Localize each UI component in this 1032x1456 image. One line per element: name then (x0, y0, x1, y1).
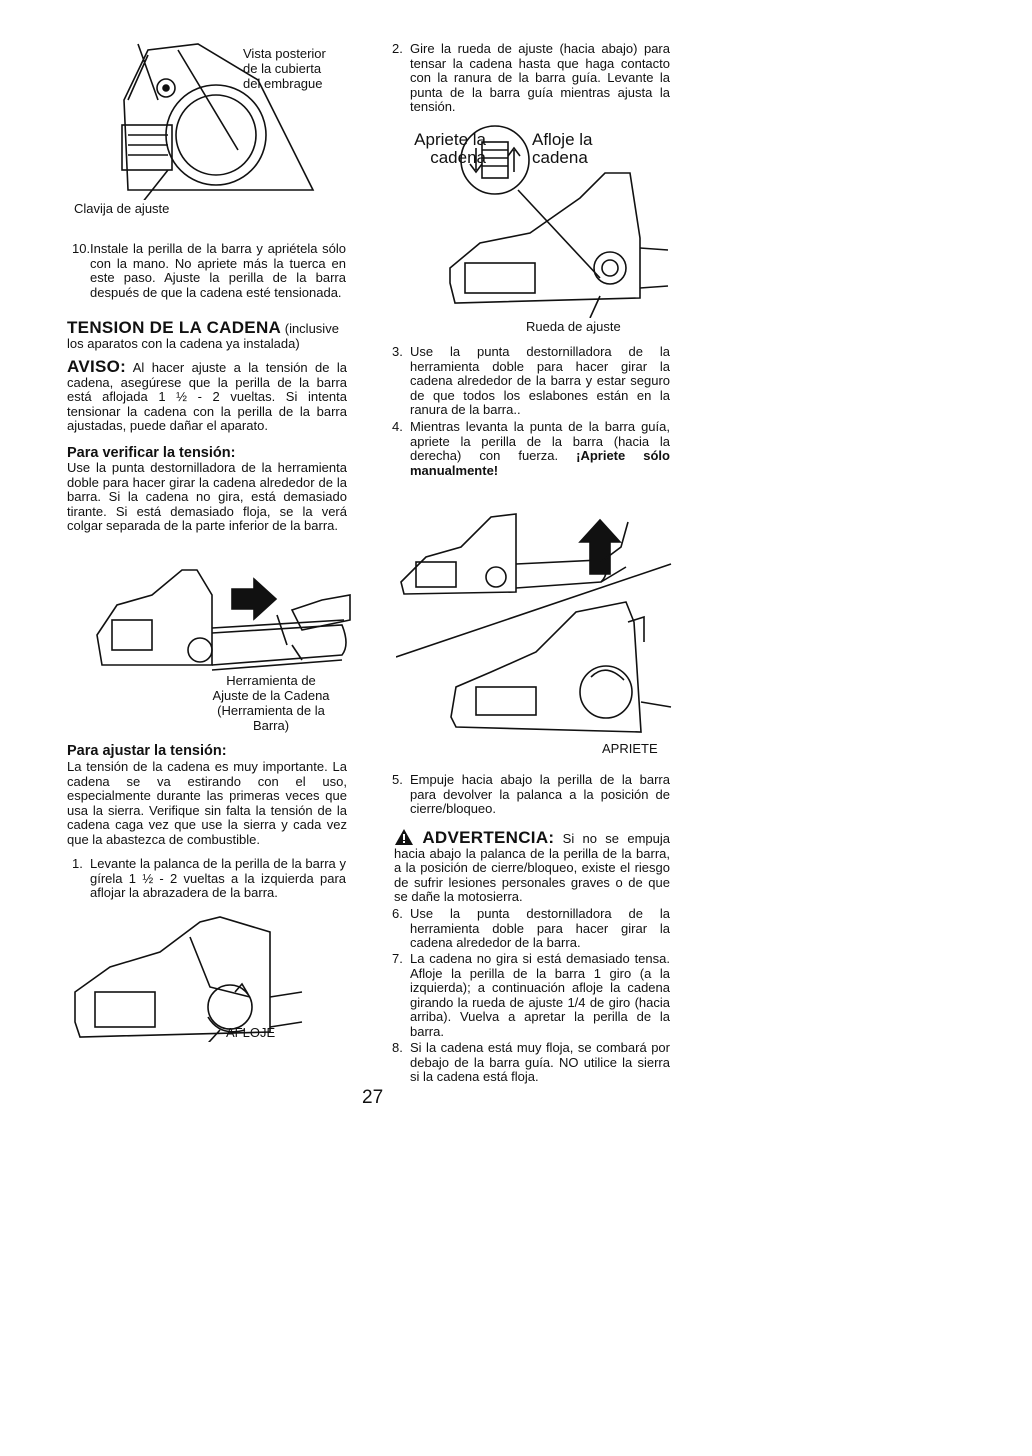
warning-triangle-icon (394, 828, 414, 846)
step-2-number: 2. (392, 41, 403, 56)
clutch-cover-label: Vista posterior de la cubierta del embrague (243, 46, 326, 91)
step-1-number: 1. (72, 856, 83, 871)
step-6-text: Use la punta destornilladora de la herramienta doble para hacer girar la cadena alrededor de la barra. (410, 906, 670, 951)
tighten-label: APRIETE (602, 741, 658, 756)
tool-label: Herramienta de Ajuste de la Cadena (Herramienta de la Barra) (212, 673, 330, 733)
step-7 (392, 952, 670, 1040)
advertencia-warning (394, 828, 670, 905)
step-4-text: Mientras levanta la punta de la barra guía, apriete la perilla de la barra (hacia la derecha) con fuerza. (410, 419, 670, 464)
step-4 (392, 420, 670, 478)
step-10-number: 10. (72, 241, 91, 256)
step-4-number: 4. (392, 419, 403, 434)
step-8-text: Si la cadena está muy floja, se combará por debajo de la barra guía. NO utilice la sierra si la cadena está floja. (410, 1040, 670, 1085)
step-1-text: Levante la palanca de la perilla de la barra y gírela 1 ½ - 2 vueltas a la izquierda para aflojar la abrazadera de la barra. (90, 856, 346, 901)
aviso-text: Al hacer ajuste a la tensión de la cadena, asegúrese que la perilla de la barra está aflojada 1 ½ - 2 vueltas. Si intenta tensionar la cadena con la perilla de la barra ajustadas, puede dañar el aparato. (67, 360, 347, 434)
step-5-number: 5. (392, 772, 403, 787)
tension-title: TENSION DE LA CADENA (67, 318, 282, 337)
step-10-text: Instale la perilla de la barra y apriétela sólo con la mano. No apriete más la tuerca en este paso. Ajuste la perilla de la barra después de que la cadena esté tensionada. (90, 241, 346, 300)
verify-text: Use la punta destornilladora de la herramienta doble para hacer girar la cadena alrededor de la barra. Si la cadena no gira, está demasiado tirante. Si está demasiado floja, se la verá colgar separada de la parte inferior de la barra. (67, 460, 347, 534)
step-2-text: Gire la rueda de ajuste (hacia abajo) para tensar la cadena hasta que haga contacto con la ranura de la barra guía. Levante la punta de la barra guía mientras ajusta la tensión. (410, 41, 670, 115)
tighten-drawing (396, 502, 674, 742)
tension-subtitle: (inclusive los aparatos con la cadena ya instalada) (67, 321, 339, 351)
adjust-pin-label: Clavija de ajuste (74, 201, 170, 216)
step-6-number: 6. (392, 906, 403, 921)
tighten-chain-label: Apriete la cadena (414, 130, 486, 167)
adjust-wheel-drawing (440, 118, 670, 318)
loosen-drawing (70, 912, 306, 1042)
step-8-number: 8. (392, 1040, 403, 1055)
step-3 (392, 345, 670, 418)
step-3-text: Use la punta destornilladora de la herramienta doble para hacer girar la cadena alrededor de la barra y estar seguro de que todos los eslabones están en la ranura de la barra.. (410, 344, 670, 418)
warning-text: Si no se empuja hacia abajo la palanca de la perilla de la barra, a la posición de cierre/bloqueo, existe el riesgo de sufrir lesiones personales graves o de que se dañe la motosierra. (394, 831, 670, 905)
step-8 (392, 1041, 670, 1085)
step-3-number: 3. (392, 344, 403, 359)
aviso-label: AVISO: (67, 357, 127, 376)
tension-section-heading (67, 318, 347, 351)
step-7-text: La cadena no gira si está demasiado tensa. Afloje la perilla de la barra 1 giro (a la izquierda); a continuación afloje la cadena girando la rueda de ajuste 1/4 de giro (hacia arriba). Vuelva a apretar la perilla de la barra. (410, 951, 670, 1039)
aviso-notice (67, 357, 347, 434)
step-4-bold: ¡Apriete sólo manualmente! (410, 448, 670, 478)
adjust-text: La tensión de la cadena es muy importante. La cadena se va estirando con el uso, especialmente durante las primeras veces que usa la sierra. Verifique sin falta la tensión de la cadena caga vez que use la sierra y cada vez que la abastezca de combustible. (67, 759, 347, 847)
step-6 (392, 907, 670, 951)
adjust-title: Para ajustar la tensión: (67, 743, 227, 759)
chainsaw-tool-drawing (92, 565, 354, 675)
warning-label: ADVERTENCIA: (422, 828, 555, 847)
step-5-text: Empuje hacia abajo la perilla de la barra para devolver la palanca a la posición de cierre/bloqueo. (410, 772, 670, 817)
step-2 (392, 42, 670, 115)
step-10 (72, 242, 346, 300)
loosen-label: AFLOJE (226, 1025, 276, 1040)
adjust-wheel-label: Rueda de ajuste (526, 319, 621, 334)
verify-title: Para verificar la tensión: (67, 445, 236, 461)
step-5 (392, 773, 670, 817)
page-number: 27 (362, 1087, 384, 1108)
step-1 (72, 857, 346, 901)
loosen-chain-label: Afloje la cadena (532, 130, 593, 167)
step-7-number: 7. (392, 951, 403, 966)
